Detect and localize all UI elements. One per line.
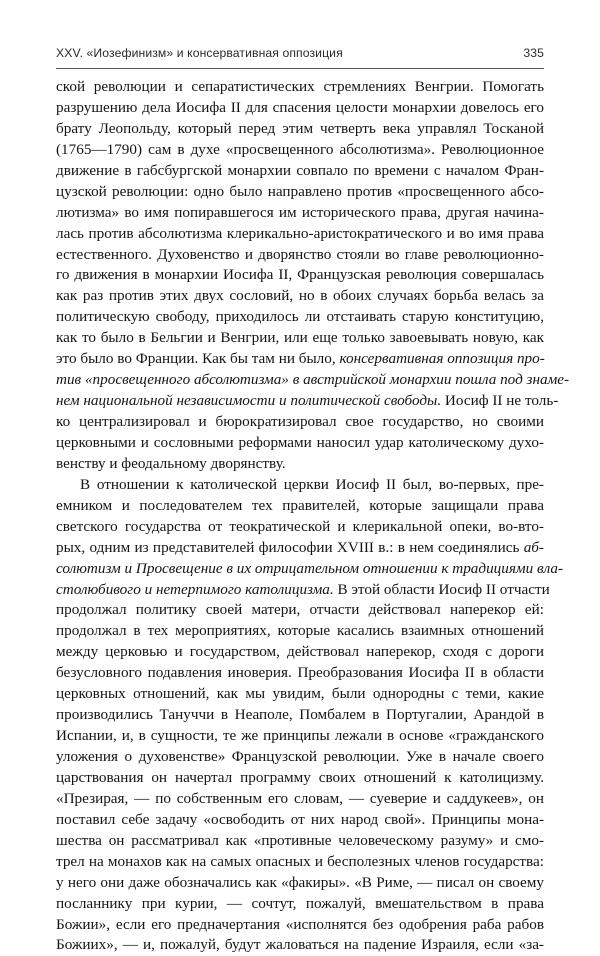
chapter-title: XXV. «Иозефинизм» и консервативная оппозиция	[56, 46, 343, 60]
text-line	[56, 852, 544, 873]
running-head	[56, 46, 544, 66]
text-run: (1765—1790) сам в духе «просвещенного абсолютизма». Революционное	[56, 140, 544, 158]
text-run: лась против абсолютизма клерикально-аристократического и во имя права	[56, 224, 544, 242]
text-line	[56, 77, 544, 98]
text-run: церковными и сословными реформами наносил удар католическому духо-	[56, 433, 544, 451]
italic-text: нем национальной независимости и политической свободы.	[56, 392, 442, 410]
text-run: поставил себе задачу «освободить от них народ свой». Принципы мона-	[56, 810, 544, 828]
text-line	[56, 915, 544, 936]
text-line	[56, 370, 570, 391]
text-run: рых, одним из представителей философии XVIII в.: в нем соединялись	[56, 538, 524, 556]
italic-text: тив «просвещенного абсолютизма» в австрийской монархии пошла под знаме-	[56, 371, 570, 389]
text-run: церковных отношений, как мы увидим, были однородны с теми, какие	[56, 685, 544, 703]
text-run: ской революции и сепаратистических стремлениях Венгрии. Помогать	[56, 78, 544, 95]
text-run: ко централизировал и бюрократизировал свое государство, но своими	[56, 413, 544, 430]
text-run: разрушению дела Иосифа II для спасения целости монархии довелось его	[56, 98, 544, 116]
text-line	[56, 538, 544, 559]
text-run: посланнику при курии, — сочтут, пожалуй, вмешательством в права	[56, 894, 544, 912]
text-line	[56, 140, 544, 161]
header-rule	[56, 68, 544, 69]
italic-text: аб-	[523, 538, 544, 556]
text-run: царствования он начертал программу своих отношений к католицизму.	[56, 768, 544, 786]
text-line	[56, 182, 544, 203]
text-run: светского государства от теократической и клерикальной опеки, во-вто-	[56, 517, 544, 535]
text-line	[56, 831, 544, 852]
page-number: 335	[523, 46, 544, 60]
text-run: Испании, и, в сущности, те же принципы лежали в основе «гражданского	[56, 727, 544, 745]
italic-text: консервативная оппозиция про-	[339, 350, 545, 368]
text-line	[56, 663, 544, 684]
text-run: уложения о духовенстве» Французской революции. Уже в начале своего	[56, 748, 544, 765]
text-run: продолжал в тех мероприятиях, которые касались взаимных отношений	[56, 622, 544, 640]
text-run: емником и последователем тех правителей, которые защищали права	[56, 496, 544, 514]
text-line	[56, 454, 544, 475]
text-run: шества он рассматривал как «противные человеческому разуму» и смо-	[56, 831, 544, 849]
text-run: это было во Франции. Как бы там ни было,	[56, 350, 340, 368]
text-run: как раз против этих двух сословий, но в обоих случаях борьба велась за	[56, 287, 544, 305]
italic-text: солютизм и Просвещение в их отрицательном отношении к традициями вла-	[56, 559, 564, 577]
text-run: лютизма» во имя попиравшегося им исторического права, другая начина-	[56, 203, 544, 221]
text-run: го движения в монархии Иосифа II, Французская революция совершалась	[56, 266, 544, 284]
text-line	[56, 600, 544, 621]
text-run: производились Тануччи в Неаполе, Помбалем в Португалии, Арандой в	[56, 706, 544, 724]
text-run: трел на монахов как на самых опасных и бесполезных членов государства:	[56, 852, 544, 870]
text-line	[56, 265, 544, 286]
text-line	[56, 935, 544, 956]
text-line	[56, 517, 544, 538]
text-run: безусловного подавления иноверия. Преобразования Иосифа II в области	[56, 664, 544, 682]
text-line	[56, 580, 550, 601]
text-run: брату Леопольду, который перед этим четверть века управлял Тосканой	[56, 119, 544, 137]
italic-text: столюбивого и нетерпимого католицизма.	[56, 580, 334, 598]
text-run: продолжал политику своей матери, отчасти действовал наперекор ей:	[56, 601, 544, 619]
text-line	[56, 349, 544, 370]
text-line	[56, 119, 544, 140]
body-text	[56, 77, 570, 956]
text-line	[56, 391, 559, 412]
text-line	[56, 286, 544, 307]
text-line	[56, 726, 544, 747]
text-line	[56, 224, 544, 245]
text-run: движение в габсбургской монархии совпало по времени с началом Фран-	[56, 161, 544, 179]
text-run: как то было в Бельгии и Венгрии, или еще только завоевывать новую, как	[56, 329, 544, 347]
text-run: В отношении к католической церкви Иосиф II был, во-первых, пре-	[80, 475, 544, 493]
text-line	[56, 621, 544, 642]
text-line	[56, 810, 544, 831]
text-line	[56, 559, 564, 580]
text-run: «Презирая, — по собственным его словам, — суеверие и саддукеев», он	[56, 789, 544, 807]
text-line	[56, 328, 544, 349]
text-run: между церковью и государством, действовал наперекор, сходя с дороги	[56, 643, 544, 661]
text-run: Божии», если его предначертания «исполнятся без одобрения раба рабов	[56, 915, 544, 933]
text-run: у него они даже обозначались как «факиры». «В Риме, — писал он своему	[56, 873, 544, 891]
text-line	[56, 496, 544, 517]
text-run: политическую свободу, приходилось ли отстаивать старую конституцию,	[56, 308, 544, 326]
text-line	[56, 412, 544, 433]
text-run: Иосиф II не толь-	[441, 392, 559, 410]
text-line	[56, 684, 544, 705]
text-run: цузской революции: одно было направлено против «просвещенного абсо-	[56, 182, 544, 200]
text-line	[56, 307, 544, 328]
text-run: В этой области Иосиф II отчасти	[333, 580, 550, 598]
text-line	[56, 433, 544, 454]
text-run: венству и феодальному дворянству.	[56, 454, 286, 472]
text-line	[56, 789, 544, 810]
text-line	[56, 768, 544, 789]
text-line	[56, 245, 544, 266]
text-line	[56, 475, 544, 496]
text-line	[56, 894, 544, 915]
text-line	[56, 203, 544, 224]
text-run: Божиих», — и, пожалуй, будут жаловаться на падение Израиля, если «за-	[56, 936, 544, 954]
text-line	[56, 161, 544, 182]
text-line	[56, 873, 544, 894]
text-line	[56, 705, 544, 726]
text-run: естественного. Духовенство и дворянство стояли во главе революционно-	[56, 245, 544, 263]
text-line	[56, 747, 544, 768]
text-line	[56, 642, 544, 663]
text-line	[56, 98, 544, 119]
